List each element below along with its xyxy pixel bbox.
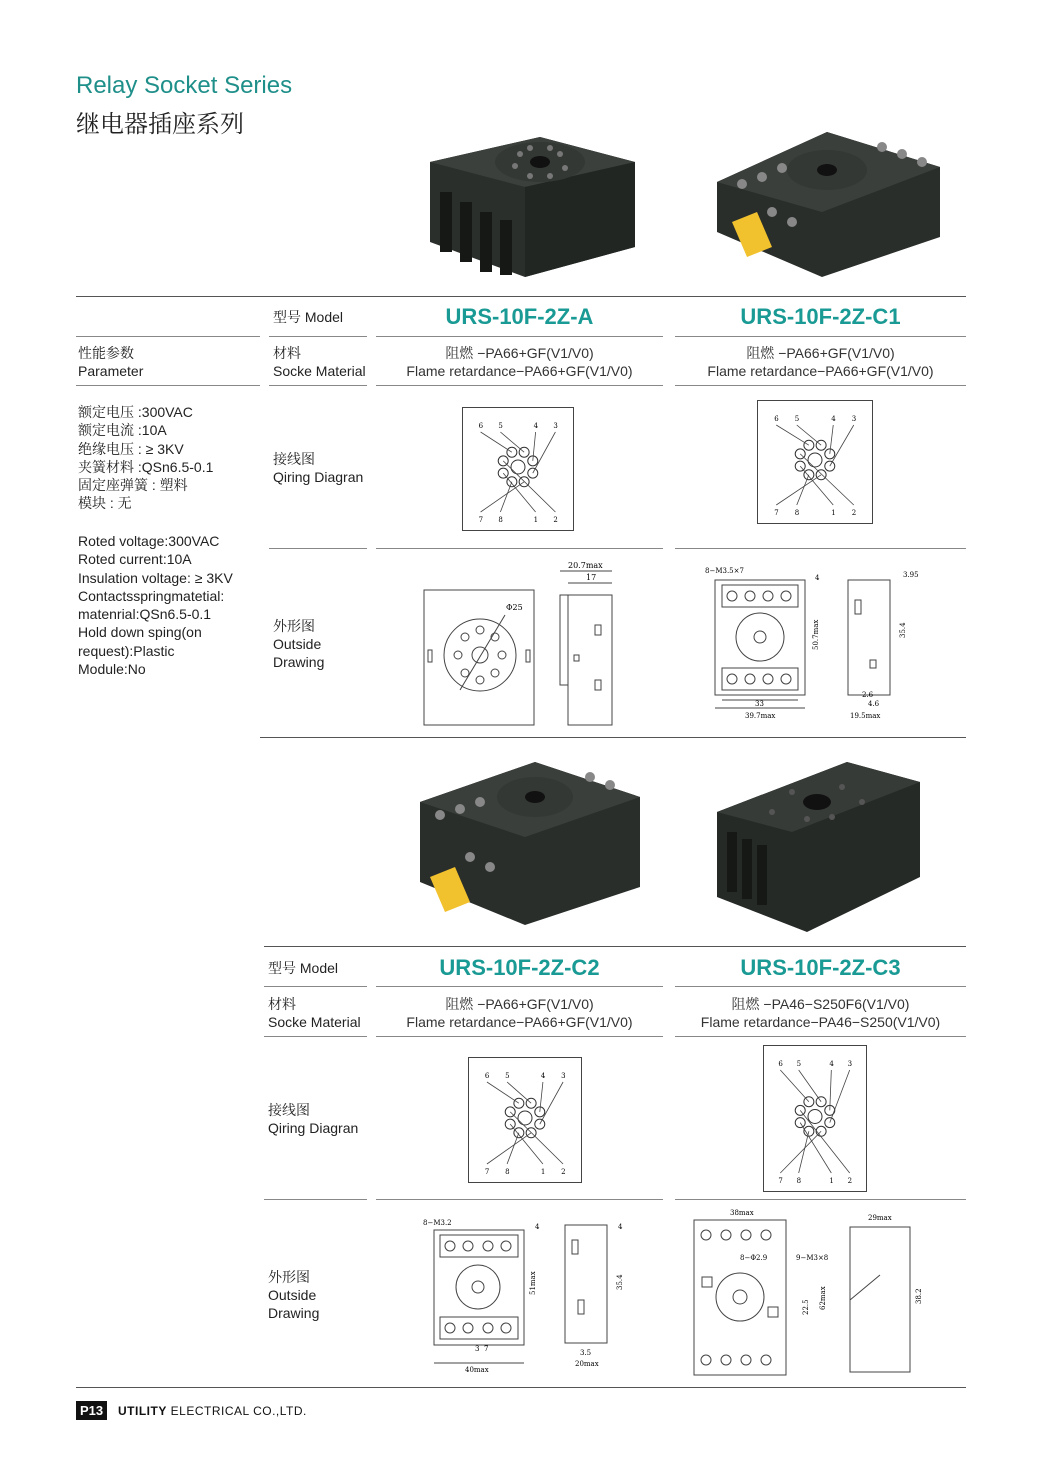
outside-label-cn: 外形图 <box>273 618 315 634</box>
pin-label: 3 <box>851 415 857 423</box>
outside-drawing-a <box>420 555 650 730</box>
dim-c1-s5: 19.5max <box>850 712 881 720</box>
wire <box>481 432 512 452</box>
pin-label: 3 <box>561 1072 566 1080</box>
dim-c3-screw: 9−M3×8 <box>796 1254 829 1262</box>
param-item: 额定电压 :300VAC <box>78 404 193 420</box>
model-label-2: 型号 Model <box>268 960 339 976</box>
wire <box>797 425 821 445</box>
dim-c1-h2: 50.7max <box>812 619 820 650</box>
photo-urs-10f-2z-a <box>420 132 650 282</box>
wiring-label-en: Qiring Diagran <box>273 469 364 485</box>
param-item: 固定座弹簧 : 塑料 <box>78 477 188 494</box>
pin-label: 1 <box>540 1168 546 1176</box>
dim-c1-w2: 39.7max <box>745 712 776 720</box>
material-a-cn: 阻燃 −PA66+GF(V1/V0) <box>445 345 594 361</box>
pin-label: 7 <box>484 1168 490 1176</box>
dim-c1-s1: 3.95 <box>903 571 919 579</box>
pin-label: 1 <box>831 509 836 517</box>
wire <box>776 425 809 445</box>
pin-label: 2 <box>553 516 558 524</box>
material-c3-en: Flame retardance−PA46−S250(V1/V0) <box>700 1014 941 1030</box>
wiring-diagram-c3 <box>763 1045 867 1192</box>
pin-label: 7 <box>778 1177 783 1185</box>
pin-circle <box>505 1119 515 1129</box>
photo-urs-10f-2z-c2 <box>415 757 645 927</box>
pin-label: 5 <box>505 1072 510 1080</box>
dim-c3-hole: 8−Φ2.9 <box>740 1254 768 1262</box>
outside-drawing-c3 <box>690 1205 923 1380</box>
material-c3-cn: 阻燃 −PA46−S250F6(V1/V0) <box>731 996 910 1012</box>
pin-label: 7 <box>774 509 779 517</box>
wiring-diagram-a <box>462 407 574 531</box>
dim-c2-w3: 40max <box>465 1366 489 1374</box>
pin-label: 2 <box>847 1177 853 1185</box>
dim-a-w2: 17 <box>586 573 597 582</box>
pin-label: 6 <box>484 1072 490 1080</box>
page-number: P13 <box>76 1401 107 1420</box>
model-name-c2: URS-10F-2Z-C2 <box>439 955 600 980</box>
dim-a-w1: 20.7max <box>568 561 603 570</box>
parameters-cn-list <box>78 403 213 513</box>
pin-circle <box>804 470 814 480</box>
pin-circle <box>507 447 517 457</box>
dim-c1-s3: 2.6 <box>862 691 874 699</box>
outside-label-cn-2: 外形图 <box>268 1269 310 1285</box>
wiring-diagram-c1 <box>757 400 873 524</box>
pin-label: 6 <box>778 1060 783 1068</box>
param-item: Contactsspringmatetial: <box>78 587 225 604</box>
dim-c2-s1: 4 <box>618 1223 623 1231</box>
dim-c2-h1: 4 <box>535 1223 540 1231</box>
material-c2-cn: 阻燃 −PA66+GF(V1/V0) <box>445 996 594 1012</box>
center-key <box>518 1111 532 1125</box>
param-item: Hold down sping(on <box>78 624 202 641</box>
pin-label: 4 <box>533 422 539 430</box>
dim-c2-h2: 51max <box>529 1271 537 1295</box>
dim-c2-s2: 35.4 <box>616 1274 624 1290</box>
photo-urs-10f-2z-c1 <box>712 122 944 282</box>
param-item: Insulation voltage: ≥ 3KV <box>78 569 233 586</box>
material-c1-en: Flame retardance−PA66+GF(V1/V0) <box>707 363 934 379</box>
parameter-label-cn: 性能参数 <box>78 345 134 361</box>
pin-label: 7 <box>478 516 484 524</box>
param-item: request):Plastic <box>78 642 175 659</box>
pin-label: 8 <box>505 1168 510 1176</box>
outside-drawing-c2 <box>420 1205 630 1380</box>
wire <box>830 425 854 466</box>
param-item: Module:No <box>78 661 146 678</box>
pin-circle <box>795 1118 805 1128</box>
pin-label: 1 <box>829 1177 834 1185</box>
pin-label: 4 <box>829 1060 834 1068</box>
company-brand: UTILITY <box>118 1404 167 1418</box>
pin-label: 3 <box>553 422 558 430</box>
wire <box>780 1070 809 1102</box>
pin-circle <box>804 440 814 450</box>
wire <box>500 432 524 452</box>
model-name-c1: URS-10F-2Z-C1 <box>740 304 901 329</box>
dim-c3-s2: 38.2 <box>915 1288 923 1304</box>
pin-label: 5 <box>794 415 800 423</box>
dim-c3-h2: 62max <box>819 1286 827 1310</box>
pin-label: 8 <box>498 516 503 524</box>
material-label-cn-2: 材料 <box>268 996 296 1012</box>
dim-c2-s3: 3.5 <box>580 1349 592 1357</box>
outside-label-en2-2: Drawing <box>268 1305 320 1321</box>
pin-label: 6 <box>774 415 779 423</box>
center-key <box>808 453 822 467</box>
dim-c3-h1: 22.5 <box>802 1299 810 1315</box>
pin-label: 8 <box>796 1177 802 1185</box>
param-item: matenrial:QSn6.5-0.1 <box>78 606 212 623</box>
dim-c1-screw: 8−M3.5×7 <box>705 567 744 575</box>
pin-circle <box>795 1105 805 1115</box>
pin-circle <box>795 461 805 471</box>
company-suffix: ELECTRICAL CO.,LTD. <box>166 1404 307 1418</box>
wiring-label-cn: 接线图 <box>273 451 315 467</box>
dim-c2-w1: 3 <box>475 1345 480 1353</box>
company-name <box>118 1404 307 1418</box>
wire <box>533 432 556 473</box>
page-title-en: Relay Socket Series <box>76 72 293 99</box>
wire <box>830 1070 850 1123</box>
wire <box>507 1082 531 1103</box>
pin-label: 6 <box>478 422 484 430</box>
material-a-en: Flame retardance−PA66+GF(V1/V0) <box>406 363 633 379</box>
pin-circle <box>507 477 517 487</box>
material-label-en-2: Socke Material <box>268 1014 361 1030</box>
center-key <box>511 460 525 474</box>
pin-label: 8 <box>794 509 800 517</box>
outside-drawing-c1 <box>700 560 920 725</box>
outside-label-en: Outside <box>273 636 322 652</box>
photo-urs-10f-2z-c3 <box>712 757 924 937</box>
wire <box>800 1110 849 1173</box>
parameters-en-list <box>78 532 233 678</box>
pin-circle <box>498 468 508 478</box>
dim-c3-s1: 29max <box>868 1214 892 1222</box>
param-item: Roted voltage:300VAC <box>78 533 220 549</box>
wiring-label-cn-2: 接线图 <box>268 1102 310 1118</box>
pin-label: 5 <box>498 422 503 430</box>
dim-phi: Φ25 <box>506 603 523 612</box>
parameter-label-en: Parameter <box>78 363 144 379</box>
wire <box>830 1070 832 1110</box>
model-name-c3: URS-10F-2Z-C3 <box>740 955 901 980</box>
wiring-diagram-c2 <box>468 1057 582 1183</box>
model-label: 型号 Model <box>273 309 344 325</box>
dim-c2-s4: 20max <box>575 1360 599 1368</box>
pin-label: 5 <box>796 1060 802 1068</box>
pin-label: 2 <box>561 1168 566 1176</box>
outside-label-en-2: Outside <box>268 1287 317 1303</box>
wiring-label-en-2: Qiring Diagran <box>268 1120 359 1136</box>
material-c1-cn: 阻燃 −PA66+GF(V1/V0) <box>746 345 895 361</box>
param-item: Roted current:10A <box>78 551 192 568</box>
center-key <box>808 1110 822 1124</box>
pin-label: 2 <box>851 509 857 517</box>
pin-label: 4 <box>540 1072 546 1080</box>
page-title-cn: 继电器插座系列 <box>76 111 244 138</box>
pin-label: 4 <box>831 415 836 423</box>
param-item: 夹簧材料 :QSn6.5-0.1 <box>78 458 214 475</box>
wire <box>540 1082 563 1124</box>
dim-c2-w2: 7 <box>484 1345 489 1353</box>
param-item: 绝缘电压 : ≥ 3KV <box>78 440 184 457</box>
material-c2-en: Flame retardance−PA66+GF(V1/V0) <box>406 1014 633 1030</box>
wire <box>487 1082 519 1103</box>
param-item: 模块 : 无 <box>78 495 132 512</box>
outside-label-en2: Drawing <box>273 654 325 670</box>
dim-c1-h1: 4 <box>815 574 820 582</box>
dim-c3-w1: 38max <box>730 1209 754 1217</box>
dim-c1-w1: 33 <box>755 700 764 708</box>
wire <box>780 1131 821 1173</box>
material-label-cn: 材料 <box>273 345 301 361</box>
param-item: 额定电流 :10A <box>78 422 167 439</box>
pin-circle <box>825 449 835 459</box>
dim-c2-screw: 8−M3.2 <box>423 1219 452 1227</box>
dim-c1-s2: 35.4 <box>899 622 907 638</box>
pin-label: 1 <box>533 516 539 524</box>
model-name-a: URS-10F-2Z-A <box>445 304 594 329</box>
material-label-en: Socke Material <box>273 363 366 379</box>
dim-c1-s4: 4.6 <box>868 700 880 708</box>
pin-label: 3 <box>847 1060 853 1068</box>
